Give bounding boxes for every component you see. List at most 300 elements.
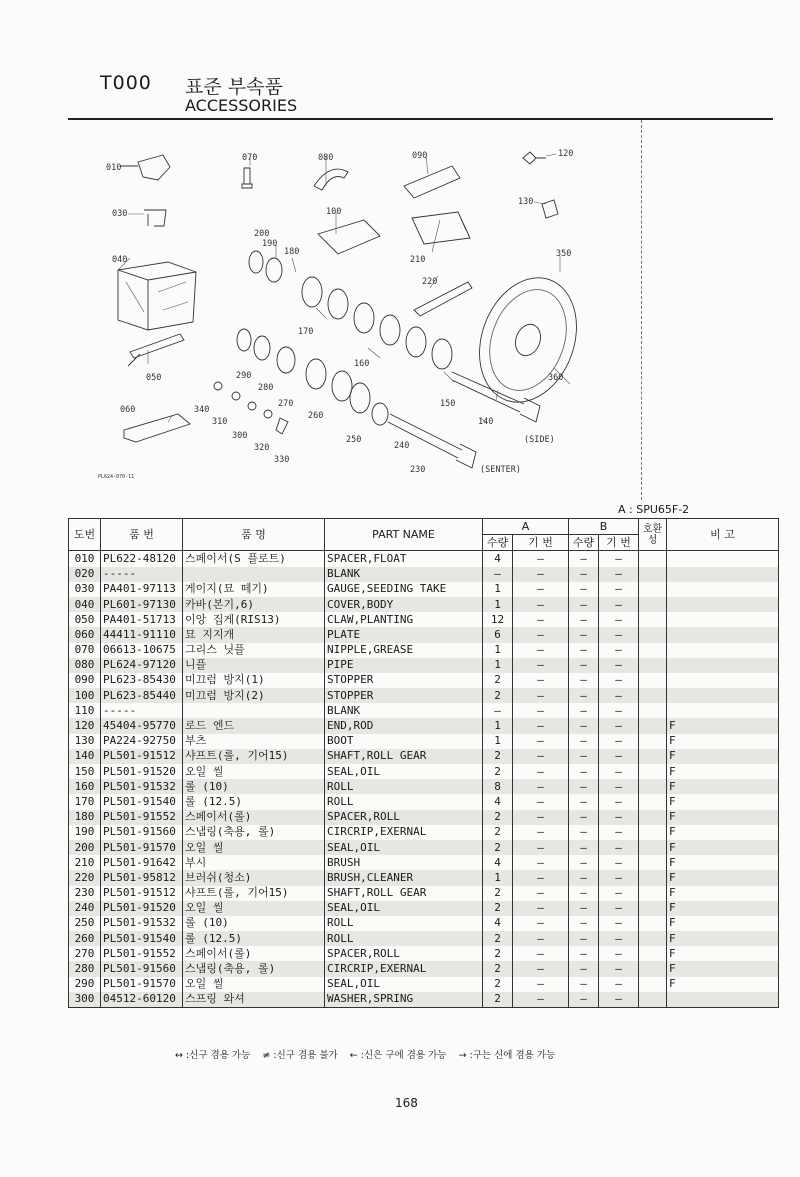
cell-qb: –	[569, 870, 599, 885]
callout-label: 270	[278, 399, 294, 409]
table-row	[69, 870, 779, 885]
cell-qb: –	[569, 612, 599, 627]
cell-kr: 부시	[183, 855, 325, 870]
cell-qb: –	[569, 794, 599, 809]
cell-kr: 롤 (12.5)	[183, 794, 325, 809]
cell-no: 270	[69, 946, 101, 961]
cell-part-no: -----	[101, 567, 183, 582]
cell-no: 110	[69, 703, 101, 718]
cell-qa: 2	[483, 931, 513, 946]
cell-ba: –	[513, 870, 569, 885]
cell-en: SEAL,OIL	[325, 764, 483, 779]
cell-ba: –	[513, 764, 569, 779]
header-group-b: B	[569, 519, 639, 535]
cell-r: F	[667, 977, 779, 992]
cell-no: 090	[69, 673, 101, 688]
table-row	[69, 582, 779, 597]
cell-compat	[639, 810, 667, 825]
header-base-b: 기 번	[599, 535, 639, 551]
cell-kr: 부츠	[183, 734, 325, 749]
part-060-plate	[124, 414, 190, 442]
cell-bb: –	[599, 597, 639, 612]
callout-label: 080	[318, 153, 334, 163]
cell-compat	[639, 901, 667, 916]
table-row	[69, 977, 779, 992]
page-number: 168	[395, 1096, 418, 1110]
table-header-row-1	[69, 519, 779, 535]
cell-en: BLANK	[325, 567, 483, 582]
cell-ba: –	[513, 658, 569, 673]
cell-qb: –	[569, 810, 599, 825]
cell-part-no: PA401-97113	[101, 582, 183, 597]
part-080-pipe	[314, 169, 348, 190]
cell-part-no: PL501-91520	[101, 764, 183, 779]
cell-bb: –	[599, 582, 639, 597]
cell-compat	[639, 840, 667, 855]
cell-r: F	[667, 855, 779, 870]
cell-en: ROLL	[325, 916, 483, 931]
cell-en: PIPE	[325, 658, 483, 673]
table-row	[69, 779, 779, 794]
callout-label: 230	[410, 465, 426, 475]
cell-en: SEAL,OIL	[325, 977, 483, 992]
cell-part-no: PL501-91512	[101, 886, 183, 901]
cell-en: COVER,BODY	[325, 597, 483, 612]
cell-no: 200	[69, 840, 101, 855]
cell-qb: –	[569, 718, 599, 733]
cell-kr: 니플	[183, 658, 325, 673]
cell-no: 300	[69, 992, 101, 1008]
cell-ba: –	[513, 961, 569, 976]
cell-bb: –	[599, 703, 639, 718]
cell-r	[667, 643, 779, 658]
cell-r	[667, 673, 779, 688]
table-row	[69, 825, 779, 840]
cell-compat	[639, 551, 667, 567]
cell-ba: –	[513, 718, 569, 733]
cell-r	[667, 627, 779, 642]
cell-qb: –	[569, 764, 599, 779]
cell-no: 030	[69, 582, 101, 597]
cell-qb: –	[569, 840, 599, 855]
cell-ba: –	[513, 567, 569, 582]
header-no: 도번	[69, 519, 101, 551]
cell-part-no: PL501-91532	[101, 916, 183, 931]
part-040-cover-body	[118, 262, 196, 330]
cell-bb: –	[599, 916, 639, 931]
cell-qb: –	[569, 946, 599, 961]
callout-label: 100	[326, 207, 342, 217]
part-050-claw-planting	[128, 334, 184, 366]
cell-bb: –	[599, 764, 639, 779]
cell-qa: 2	[483, 810, 513, 825]
part-130-boot	[542, 200, 558, 218]
cell-en: STOPPER	[325, 673, 483, 688]
cell-bb: –	[599, 551, 639, 567]
cell-en: SHAFT,ROLL GEAR	[325, 749, 483, 764]
cell-no: 140	[69, 749, 101, 764]
cell-kr: 오일 씰	[183, 764, 325, 779]
header-remark: 비 고	[667, 519, 779, 551]
cell-qa: 2	[483, 961, 513, 976]
cell-part-no: 04512-60120	[101, 992, 183, 1008]
cell-ba: –	[513, 597, 569, 612]
cell-kr: 스프링 와셔	[183, 992, 325, 1008]
cell-ba: –	[513, 703, 569, 718]
cell-kr: 롤 (10)	[183, 779, 325, 794]
cell-kr: 스페이서(S 플로트)	[183, 551, 325, 567]
cell-ba: –	[513, 688, 569, 703]
cell-part-no: PA401-51713	[101, 612, 183, 627]
cell-compat	[639, 688, 667, 703]
cell-en: NIPPLE,GREASE	[325, 643, 483, 658]
cell-compat	[639, 977, 667, 992]
callout-label: 280	[258, 383, 274, 393]
cell-compat	[639, 794, 667, 809]
cell-kr: 스페이서(롤)	[183, 946, 325, 961]
cell-no: 050	[69, 612, 101, 627]
compatibility-legend	[175, 1047, 555, 1061]
cell-bb: –	[599, 961, 639, 976]
cell-r: F	[667, 825, 779, 840]
cell-qb: –	[569, 992, 599, 1008]
cell-compat	[639, 825, 667, 840]
cell-part-no: PL501-95812	[101, 870, 183, 885]
cell-qa: 2	[483, 840, 513, 855]
cell-qb: –	[569, 886, 599, 901]
part-220-brush-cleaner	[414, 282, 472, 316]
cell-qb: –	[569, 855, 599, 870]
table-row	[69, 794, 779, 809]
cell-bb: –	[599, 810, 639, 825]
cell-bb: –	[599, 688, 639, 703]
cell-part-no: PL623-85430	[101, 673, 183, 688]
cell-r: F	[667, 764, 779, 779]
section-code: T000	[100, 72, 152, 94]
cell-bb: –	[599, 794, 639, 809]
callout-label: (SIDE)	[524, 435, 555, 445]
cell-part-no: 45404-95770	[101, 718, 183, 733]
cell-kr: 롤 (10)	[183, 916, 325, 931]
table-row	[69, 612, 779, 627]
cell-ba: –	[513, 643, 569, 658]
cell-r: F	[667, 886, 779, 901]
cell-qb: –	[569, 567, 599, 582]
cell-part-no: PL501-91642	[101, 855, 183, 870]
cell-compat	[639, 627, 667, 642]
callout-label: 030	[112, 209, 128, 219]
cell-qb: –	[569, 551, 599, 567]
cell-no: 120	[69, 718, 101, 733]
cell-en: CLAW,PLANTING	[325, 612, 483, 627]
cell-qa: 4	[483, 794, 513, 809]
cell-no: 070	[69, 643, 101, 658]
cell-qb: –	[569, 582, 599, 597]
cell-qb: –	[569, 734, 599, 749]
cell-ba: –	[513, 931, 569, 946]
cell-qb: –	[569, 825, 599, 840]
callout-label: 170	[298, 327, 314, 337]
callout-label: (SENTER)	[480, 465, 521, 475]
cell-part-no: PL501-91570	[101, 977, 183, 992]
cell-kr: 샤프트(롤, 기어15)	[183, 749, 325, 764]
callout-label: 090	[412, 151, 428, 161]
cell-r	[667, 688, 779, 703]
cell-qa: 12	[483, 612, 513, 627]
cell-qa: 8	[483, 779, 513, 794]
table-row	[69, 764, 779, 779]
cell-compat	[639, 961, 667, 976]
cell-r: F	[667, 749, 779, 764]
callout-label: 340	[194, 405, 210, 415]
cell-en: BRUSH,CLEANER	[325, 870, 483, 885]
header-compat: 호환성	[639, 519, 667, 551]
part-210-brush	[412, 212, 470, 244]
cell-part-no: PL622-48120	[101, 551, 183, 567]
callout-label: 060	[120, 405, 136, 415]
margin-dashed-line	[641, 120, 642, 500]
exploded-parts-diagram	[68, 122, 640, 502]
cell-r	[667, 567, 779, 582]
cell-en: WASHER,SPRING	[325, 992, 483, 1008]
table-row	[69, 688, 779, 703]
legend-item: ← :신은 구에 겸용 가능	[349, 1050, 447, 1061]
cell-qa: 2	[483, 992, 513, 1008]
cell-r: F	[667, 840, 779, 855]
cell-bb: –	[599, 567, 639, 582]
cell-en: ROLL	[325, 779, 483, 794]
cell-bb: –	[599, 718, 639, 733]
section-title-korean: 표준 부속품	[185, 76, 283, 98]
table-row	[69, 567, 779, 582]
cell-bb: –	[599, 931, 639, 946]
table-row	[69, 673, 779, 688]
cell-bb: –	[599, 658, 639, 673]
cell-bb: –	[599, 734, 639, 749]
cell-bb: –	[599, 901, 639, 916]
cell-r	[667, 597, 779, 612]
cell-kr: 카바(본기,6)	[183, 597, 325, 612]
cell-no: 020	[69, 567, 101, 582]
cell-compat	[639, 718, 667, 733]
part-010-spacer-float	[138, 155, 170, 180]
cell-en: STOPPER	[325, 688, 483, 703]
cell-ba: –	[513, 992, 569, 1008]
table-row	[69, 551, 779, 567]
cell-ba: –	[513, 734, 569, 749]
cell-r: F	[667, 961, 779, 976]
cell-no: 010	[69, 551, 101, 567]
table-row	[69, 840, 779, 855]
cell-en: SEAL,OIL	[325, 840, 483, 855]
cell-compat	[639, 855, 667, 870]
callout-label: 320	[254, 443, 270, 453]
cell-en: ROLL	[325, 931, 483, 946]
callout-label: 040	[112, 255, 128, 265]
cell-part-no: PL501-91552	[101, 810, 183, 825]
cell-en: BLANK	[325, 703, 483, 718]
cell-part-no: PL501-91560	[101, 825, 183, 840]
cell-kr: 게이지(묘 떼기)	[183, 582, 325, 597]
cell-kr: 그리스 닛플	[183, 643, 325, 658]
header-group-a: A	[483, 519, 569, 535]
cell-r	[667, 551, 779, 567]
part-030-gauge	[144, 210, 166, 226]
table-row	[69, 749, 779, 764]
cell-part-no: PL501-91552	[101, 946, 183, 961]
table-row	[69, 961, 779, 976]
cell-ba: –	[513, 840, 569, 855]
table-row	[69, 734, 779, 749]
callout-label: 190	[262, 239, 278, 249]
cell-ba: –	[513, 825, 569, 840]
table-row	[69, 916, 779, 931]
table-row	[69, 627, 779, 642]
cell-en: ROLL	[325, 794, 483, 809]
part-350-wheel	[463, 264, 593, 416]
cell-ba: –	[513, 612, 569, 627]
part-070-nipple-grease	[242, 168, 252, 188]
cell-qa: 1	[483, 870, 513, 885]
cell-bb: –	[599, 612, 639, 627]
cell-qa: 2	[483, 946, 513, 961]
cell-en: CIRCRIP,EXERNAL	[325, 825, 483, 840]
callout-label: 260	[308, 411, 324, 421]
cell-compat	[639, 749, 667, 764]
table-row	[69, 643, 779, 658]
cell-ba: –	[513, 855, 569, 870]
callout-label: 130	[518, 197, 534, 207]
cell-compat	[639, 734, 667, 749]
cell-kr	[183, 703, 325, 718]
cell-qa: 2	[483, 688, 513, 703]
cell-qa: 2	[483, 886, 513, 901]
cell-kr: 미끄럼 방지(2)	[183, 688, 325, 703]
cell-bb: –	[599, 855, 639, 870]
cell-compat	[639, 992, 667, 1008]
cell-part-no: PL501-91540	[101, 931, 183, 946]
cell-r	[667, 658, 779, 673]
cell-r: F	[667, 794, 779, 809]
callout-label: 070	[242, 153, 258, 163]
cell-r	[667, 992, 779, 1008]
cell-no: 220	[69, 870, 101, 885]
cell-kr: 미끄럼 방지(1)	[183, 673, 325, 688]
cell-qb: –	[569, 673, 599, 688]
model-label: A : SPU65F-2	[618, 503, 690, 516]
callout-label: 120	[558, 149, 574, 159]
cell-qa: 4	[483, 551, 513, 567]
cell-bb: –	[599, 749, 639, 764]
cell-compat	[639, 582, 667, 597]
cell-qb: –	[569, 977, 599, 992]
callout-label: 140	[478, 417, 494, 427]
cell-kr: 스페이서(롤)	[183, 810, 325, 825]
callout-label: 360	[548, 373, 564, 383]
legend-item: → :구는 신에 겸용 가능	[458, 1050, 556, 1061]
cell-ba: –	[513, 779, 569, 794]
cell-qa: 1	[483, 582, 513, 597]
cell-part-no: -----	[101, 703, 183, 718]
cell-compat	[639, 764, 667, 779]
cell-compat	[639, 931, 667, 946]
cell-qa: 4	[483, 916, 513, 931]
cell-no: 230	[69, 886, 101, 901]
cell-r: F	[667, 916, 779, 931]
cell-no: 290	[69, 977, 101, 992]
cell-no: 170	[69, 794, 101, 809]
cell-qa: 2	[483, 825, 513, 840]
cell-en: BRUSH	[325, 855, 483, 870]
header-qty-a: 수량	[483, 535, 513, 551]
cell-ba: –	[513, 749, 569, 764]
table-row	[69, 901, 779, 916]
table-row	[69, 992, 779, 1008]
cell-r: F	[667, 734, 779, 749]
cell-qb: –	[569, 916, 599, 931]
callout-label: 330	[274, 455, 290, 465]
cell-r	[667, 612, 779, 627]
cell-qa: 1	[483, 658, 513, 673]
cell-qb: –	[569, 901, 599, 916]
cell-en: SPACER,ROLL	[325, 810, 483, 825]
cell-qb: –	[569, 658, 599, 673]
cell-r: F	[667, 901, 779, 916]
cell-ba: –	[513, 582, 569, 597]
cell-part-no: PA224-92750	[101, 734, 183, 749]
legend-item: ↔ :신구 겸용 가능	[175, 1050, 251, 1061]
cell-qb: –	[569, 961, 599, 976]
cell-bb: –	[599, 870, 639, 885]
section-title-english: ACCESSORIES	[185, 96, 298, 115]
table-row	[69, 886, 779, 901]
cell-part-no: 06613-10675	[101, 643, 183, 658]
cell-compat	[639, 567, 667, 582]
cell-bb: –	[599, 840, 639, 855]
cell-bb: –	[599, 886, 639, 901]
cell-no: 150	[69, 764, 101, 779]
cell-qa: 2	[483, 977, 513, 992]
table-row	[69, 855, 779, 870]
table-row	[69, 718, 779, 733]
part-100-stopper	[318, 220, 380, 254]
cell-kr: 로드 엔드	[183, 718, 325, 733]
cell-qb: –	[569, 597, 599, 612]
cell-bb: –	[599, 946, 639, 961]
cell-bb: –	[599, 825, 639, 840]
callout-label: 200	[254, 229, 270, 239]
table-row	[69, 597, 779, 612]
cell-no: 130	[69, 734, 101, 749]
cell-kr: 스냅링(축용, 롤)	[183, 961, 325, 976]
cell-no: 260	[69, 931, 101, 946]
cell-qb: –	[569, 703, 599, 718]
cell-kr: 묘 지지개	[183, 627, 325, 642]
cell-ba: –	[513, 673, 569, 688]
cell-part-no: PL624-97120	[101, 658, 183, 673]
cell-ba: –	[513, 901, 569, 916]
callout-label: PL624-070-11	[98, 474, 135, 480]
callout-label: 290	[236, 371, 252, 381]
cell-no: 040	[69, 597, 101, 612]
part-090-stopper	[404, 166, 460, 198]
callout-label: 220	[422, 277, 438, 287]
cell-kr: 롤 (12.5)	[183, 931, 325, 946]
cell-compat	[639, 612, 667, 627]
cell-compat	[639, 870, 667, 885]
header-base-a: 기 번	[513, 535, 569, 551]
cell-ba: –	[513, 977, 569, 992]
